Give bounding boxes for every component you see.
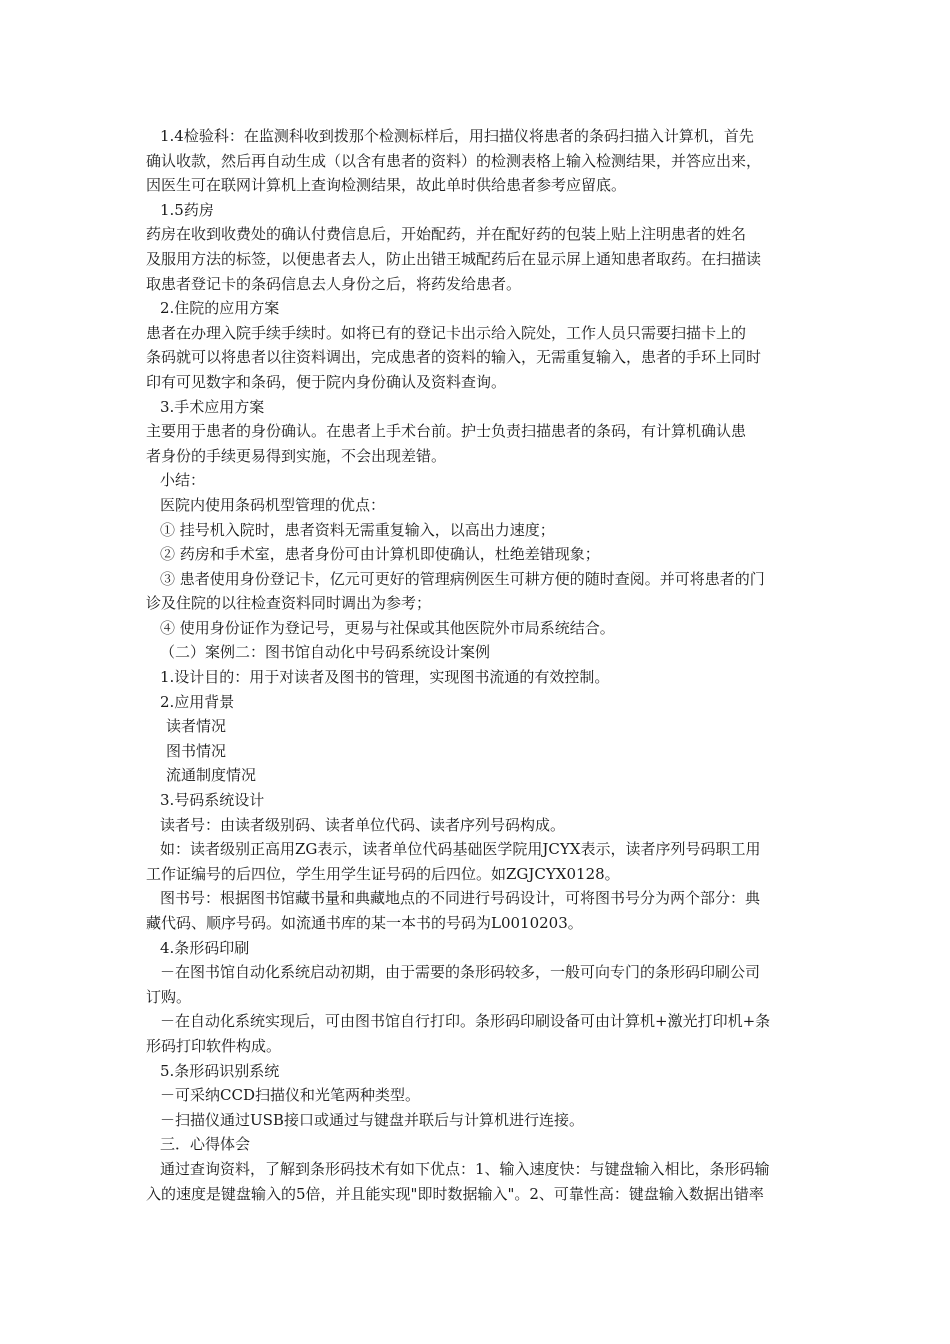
text-line: 及服用方法的标签，以便患者去人，防止出错王城配药后在显示屏上通知患者取药。在扫描读 bbox=[146, 249, 762, 268]
text-line: 者身份的手续更易得到实施，不会出现差错。 bbox=[146, 446, 447, 465]
text-line: －在图书馆自动化系统启动初期，由于需要的条形码较多，一般可向专门的条形码印刷公司 bbox=[160, 963, 761, 982]
text-line: 取患者登记卡的条码信息去人身份之后，将药发给患者。 bbox=[146, 274, 522, 293]
text-line: 2.应用背景 bbox=[160, 692, 235, 711]
text-line: 小结： bbox=[160, 471, 206, 490]
text-line: ② 药房和手术室，患者身份可由计算机即使确认，杜绝差错现象； bbox=[160, 545, 600, 564]
text-line: 流通制度情况 bbox=[166, 766, 257, 785]
text-line: ① 挂号机入院时，患者资料无需重复输入，以高出力速度； bbox=[160, 520, 555, 539]
text-line: 2.住院的应用方案 bbox=[160, 299, 280, 318]
text-line: 形码打印软件构成。 bbox=[146, 1036, 282, 1055]
text-line: 1.设计目的：用于对读者及图书的管理，实现图书流通的有效控制。 bbox=[160, 668, 610, 687]
text-line: －在自动化系统实现后，可由图书馆自行打印。条形码印刷设备可由计算机+激光打印机+条 bbox=[160, 1012, 771, 1031]
text-line: 印有可见数字和条码，便于院内身份确认及资料查询。 bbox=[146, 372, 507, 391]
text-line: 条码就可以将患者以往资料调出，完成患者的资料的输入，无需重复输入，患者的手环上同时 bbox=[146, 348, 762, 367]
text-line: 藏代码、顺序号码。如流通书库的某一本书的号码为L0010203。 bbox=[146, 914, 583, 932]
text-line: 入的速度是键盘输入的5倍，并且能实现"即时数据输入"。2、可靠性高：键盘输入数据出错率 bbox=[146, 1184, 764, 1203]
text-line: 1.5药房 bbox=[160, 200, 214, 219]
text-line: 通过查询资料，了解到条形码技术有如下优点：1、输入速度快：与键盘输入相比，条形码输 bbox=[160, 1159, 770, 1178]
text-line: 如：读者级别正高用ZG表示，读者单位代码基础医学院用JCYX表示，读者序列号码职工用 bbox=[160, 840, 761, 859]
text-line: 因医生可在联网计算机上查询检测结果，故此单时供给患者参考应留底。 bbox=[146, 176, 627, 195]
text-line: 3.手术应用方案 bbox=[160, 397, 265, 416]
text-line: 确认收款，然后再自动生成（以含有患者的资料）的检测表格上输入检测结果，并答应出来， bbox=[146, 151, 762, 170]
text-line: （二）案例二：图书馆自动化中号码系统设计案例 bbox=[160, 643, 491, 662]
text-line: ④ 使用身份证作为登记号，更易与社保或其他医院外市局系统结合。 bbox=[160, 618, 615, 637]
text-line: 图书号：根据图书馆藏书量和典藏地点的不同进行号码设计，可将图书号分为两个部分：典 bbox=[160, 889, 761, 908]
text-line: ③ 患者使用身份登记卡，亿元可更好的管理病例医生可耕方便的随时查阅。并可将患者的门 bbox=[160, 569, 765, 588]
text-line: 订购。 bbox=[146, 987, 192, 1006]
document-body bbox=[146, 124, 806, 1206]
text-line: 图书情况 bbox=[166, 741, 227, 760]
text-line: 工作证编号的后四位，学生用学生证号码的后四位。如ZGJCYX0128。 bbox=[146, 864, 620, 883]
text-line: 1.4检验科：在监测科收到拨那个检测标样后，用扫描仪将患者的条码扫描入计算机，首先 bbox=[160, 127, 754, 145]
text-line: 读者情况 bbox=[166, 717, 227, 736]
text-line: 三．心得体会 bbox=[160, 1135, 251, 1154]
text-line: 患者在办理入院手续手续时。如将已有的登记卡出示给入院处，工作人员只需要扫描卡上的 bbox=[146, 323, 747, 342]
text-line: －可采纳CCD扫描仪和光笔两种类型。 bbox=[160, 1086, 420, 1105]
text-line: 3.号码系统设计 bbox=[160, 791, 265, 810]
text-line: 5.条形码识别系统 bbox=[160, 1061, 280, 1080]
text-line: 药房在收到收费处的确认付费信息后，开始配药，并在配好药的包装上贴上注明患者的姓名 bbox=[146, 225, 747, 244]
text-line: 主要用于患者的身份确认。在患者上手术台前。护士负责扫描患者的条码，有计算机确认患 bbox=[146, 422, 747, 441]
text-line: －扫描仪通过USB接口或通过与键盘并联后与计算机进行连接。 bbox=[160, 1110, 584, 1129]
text-line: 4.条形码印刷 bbox=[160, 938, 250, 957]
text-line: 医院内使用条码机型管理的优点： bbox=[160, 495, 386, 514]
text-line: 诊及住院的以往检查资料同时调出为参考； bbox=[146, 594, 432, 613]
text-line: 读者号：由读者级别码、读者单位代码、读者序列号码构成。 bbox=[160, 815, 566, 834]
